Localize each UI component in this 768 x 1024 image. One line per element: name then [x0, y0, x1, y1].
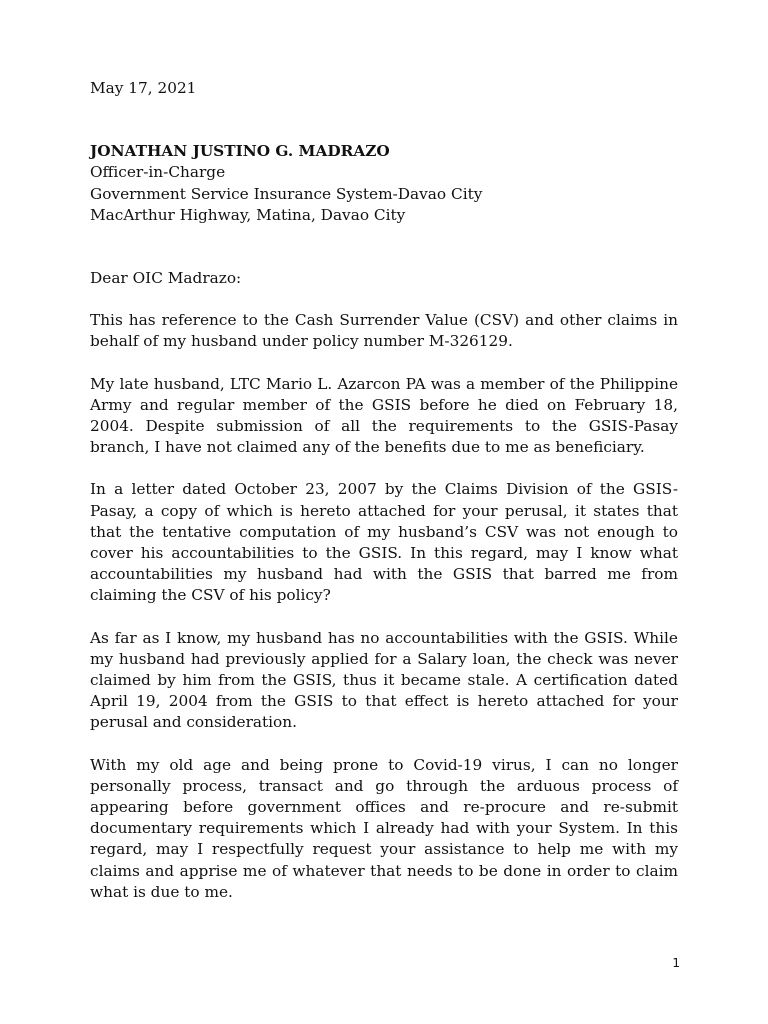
paragraph-no-accountabilities: As far as I know, my husband has no accountabilities with the GSIS. While my husband had previously applied for a Salary loan, the check was never claimed by him from the GSIS, thus it became stale. A certification dated April 19, 2004 from the GSIS to that effect is hereto attached for your perusal and consideration. — [90, 628, 678, 732]
recipient-address: MacArthur Highway, Matina, Davao City — [90, 205, 406, 224]
letter-body — [90, 78, 678, 903]
recipient-name: JONATHAN JUSTINO G. MADRAZO — [90, 142, 390, 161]
salutation: Dear OIC Madrazo: — [90, 269, 242, 288]
paragraph-claims-letter: In a letter dated October 23, 2007 by the Claims Division of the GSIS-Pasay, a copy of which is hereto attached for your perusal, it states that that the tentative computation of my husband’s CSV was not enough to cover his accountabilities to the GSIS. In this regard, may I know what accountabilities my husband had with the GSIS that barred me from claiming the CSV of his policy? — [90, 480, 678, 605]
recipient-block — [90, 141, 678, 226]
recipient-title: Officer-in-Charge — [90, 163, 226, 182]
recipient-organization: Government Service Insurance System-Davao City — [90, 184, 483, 203]
paragraph-request: With my old age and being prone to Covid-19 virus, I can no longer personally process, transact and go through the arduous process of appearing before government offices and re-procure and re-submit documentary requirements which I already had with your System. In this regard, may I respectfully request your assistance to help me with my claims and apprise me of whatever that needs to be done in order to claim what is due to me. — [90, 755, 678, 901]
paragraph-background: My late husband, LTC Mario L. Azarcon PA was a member of the Philippine Army and regular member of the GSIS before he died on February 18, 2004. Despite submission of all the requirements to the GSIS-Pasay branch, I have not claimed any of the benefits due to me as beneficiary. — [90, 374, 678, 457]
paragraph-reference: This has reference to the Cash Surrender Value (CSV) and other claims in behalf of my husband under policy number M-326129. — [90, 311, 678, 351]
page-number: 1 — [672, 956, 680, 970]
letter-date: May 17, 2021 — [90, 79, 197, 97]
